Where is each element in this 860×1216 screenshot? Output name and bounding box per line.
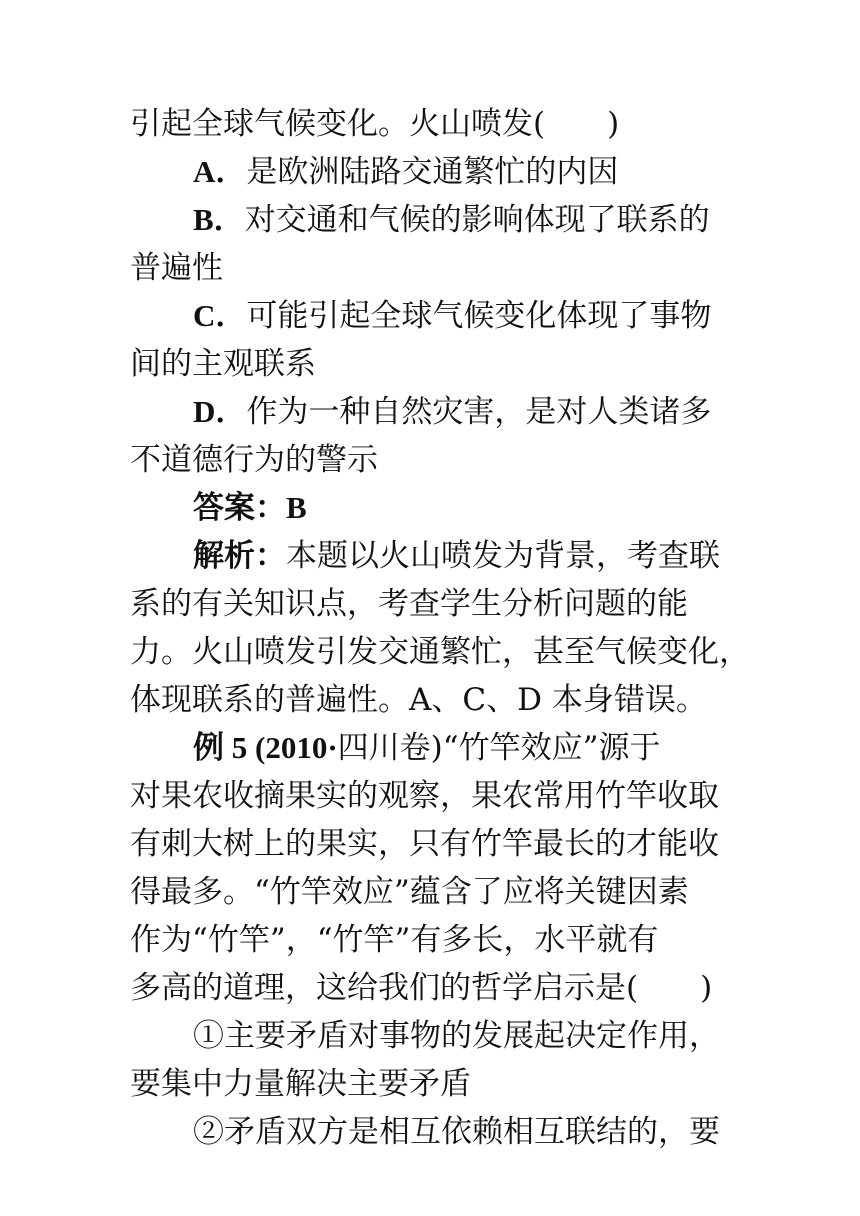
example-heading	[130, 724, 732, 772]
example-label: 例 5 (2010·	[193, 730, 338, 765]
text-line	[130, 100, 732, 148]
statement-1-text: ①主要矛盾对事物的发展起决定作用，	[193, 1018, 720, 1054]
line-text: 系的有关知识点，考查学生分析问题的能	[130, 586, 688, 622]
text-line	[130, 964, 732, 1012]
option-d	[130, 388, 732, 436]
text-line	[130, 820, 732, 868]
line-text: 力。火山喷发引发交通繁忙，甚至气候变化，	[130, 634, 750, 670]
option-d-text: 作为一种自然灾害，是对人类诸多	[246, 394, 712, 430]
line-text: 引起全球气候变化。火山喷发( )	[130, 106, 620, 142]
text-line	[130, 772, 732, 820]
option-d-label: D．	[193, 394, 247, 429]
option-c-text: 可能引起全球气候变化体现了事物	[246, 298, 712, 334]
text-line	[130, 628, 750, 676]
text-line	[130, 340, 732, 388]
line-text: 不道德行为的警示	[130, 442, 378, 478]
statement-1	[130, 1012, 732, 1060]
example-text: 四川卷)“竹竿效应”源于	[337, 730, 661, 766]
line-text: 要集中力量解决主要矛盾	[130, 1066, 471, 1102]
line-text: 多高的道理，这给我们的哲学启示是( )	[130, 970, 713, 1006]
option-b	[130, 196, 732, 244]
option-a	[130, 148, 732, 196]
statement-2	[130, 1108, 732, 1156]
option-a-text: 是欧洲陆路交通繁忙的内因	[246, 154, 619, 190]
option-a-label: A．	[193, 154, 247, 189]
text-line	[130, 868, 732, 916]
line-text: 作为“竹竿”，“竹竿”有多长，水平就有	[130, 922, 659, 958]
line-text: 间的主观联系	[130, 346, 316, 382]
answer-line	[130, 484, 732, 532]
text-line	[130, 436, 732, 484]
option-b-text: 对交通和气候的影响体现了联系的	[244, 202, 710, 238]
option-c	[130, 292, 732, 340]
line-text: 对果农收摘果实的观察，果农常用竹竿收取	[130, 778, 719, 814]
analysis-line	[130, 532, 732, 580]
line-text: 有刺大树上的果实，只有竹竿最长的才能收	[130, 826, 719, 862]
text-line	[130, 244, 732, 292]
text-line	[130, 676, 732, 724]
analysis-text: 本题以火山喷发为背景，考查联	[286, 538, 720, 574]
text-line	[130, 1060, 732, 1108]
document-page	[130, 100, 750, 1156]
answer-value: B	[286, 490, 307, 525]
line-text: 得最多。“竹竿效应”蕴含了应将关键因素	[130, 874, 689, 910]
option-b-label: B．	[193, 202, 245, 237]
analysis-label: 解析：	[193, 538, 286, 573]
line-text: 体现联系的普遍性。A、C、D 本身错误。	[130, 682, 707, 718]
text-line	[130, 580, 732, 628]
line-text: 普遍性	[130, 250, 223, 286]
answer-label: 答案：	[193, 490, 286, 525]
option-c-label: C．	[193, 298, 247, 333]
statement-2-text: ②矛盾双方是相互依赖相互联结的，要	[193, 1114, 720, 1150]
text-line	[130, 916, 732, 964]
